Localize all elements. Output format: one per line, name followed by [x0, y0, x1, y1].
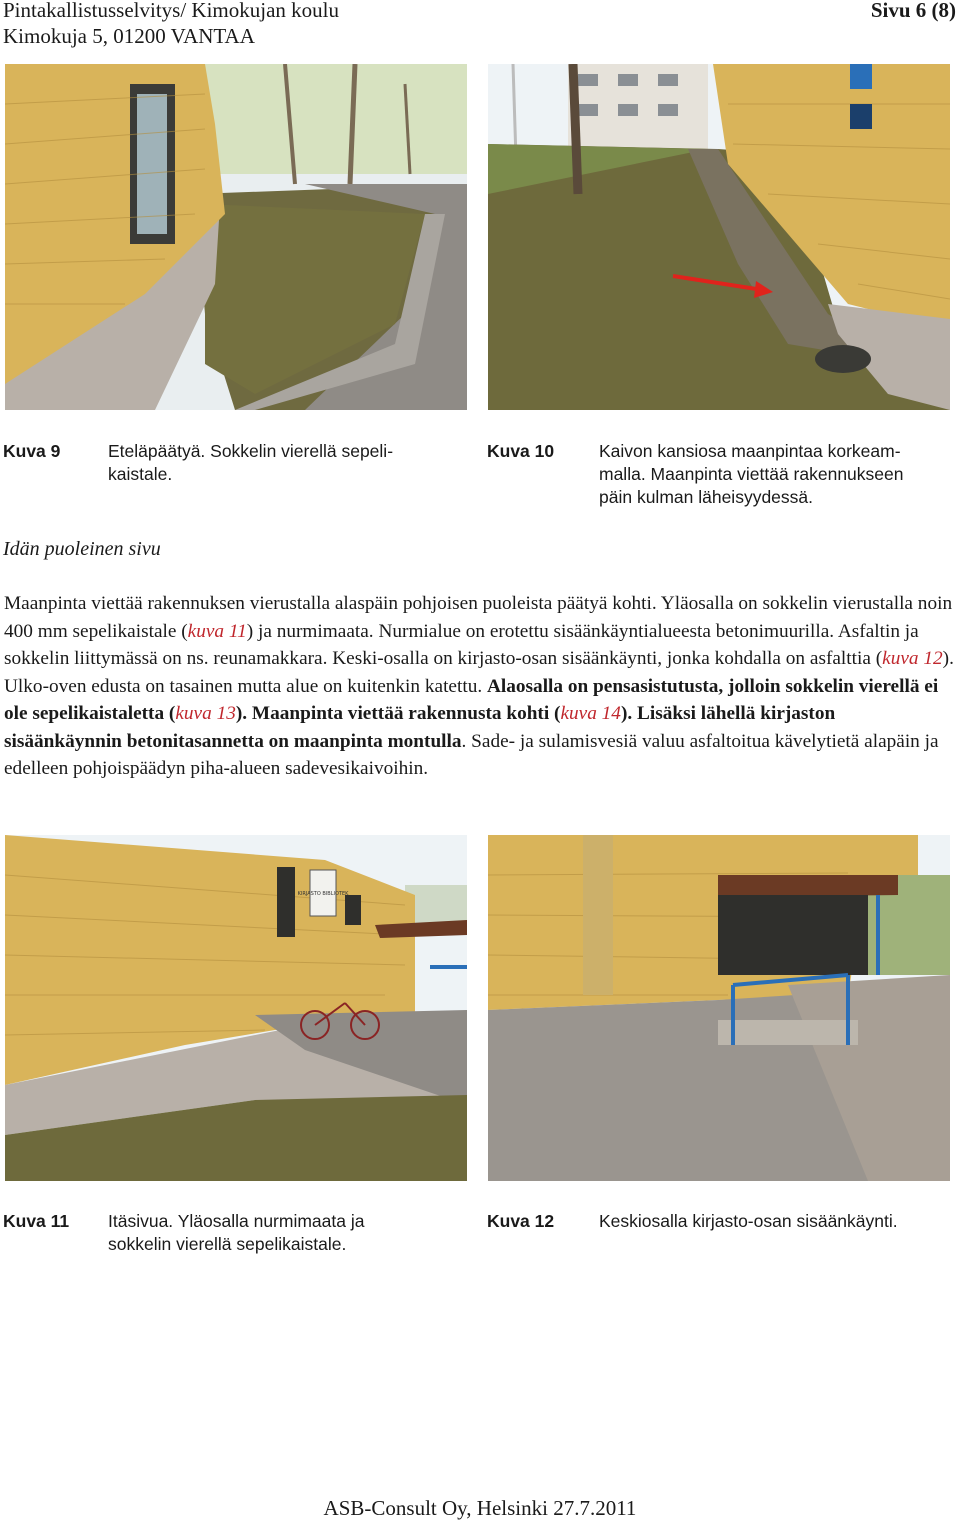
document-title: Pintakallistusselvitys/ Kimokujan koulu — [3, 0, 339, 22]
caption-label-kuva-11: Kuva 11 — [3, 1211, 70, 1231]
caption-text-kuva-9: Eteläpäätyä. Sokkelin vierellä sepeli- kaistale. — [108, 441, 394, 484]
library-sign: KIRJASTO BIBLIOTEK — [297, 891, 349, 897]
photo-kuva-11 — [5, 835, 467, 1181]
caption-label-kuva-10: Kuva 10 — [487, 441, 555, 461]
reference-kuva-11: kuva 11 — [187, 620, 247, 642]
caption-text-kuva-12: Keskiosalla kirjasto-osan sisäänkäynti. — [599, 1211, 898, 1231]
photo-kuva-12 — [488, 835, 950, 1181]
caption-label-kuva-12: Kuva 12 — [487, 1211, 555, 1231]
reference-kuva-13: kuva 13 — [175, 703, 236, 724]
caption-text-kuva-10: Kaivon kansiosa maanpintaa korkeam- malla. Maanpinta viettää rakennukseen päin kulman läheisyydessä. — [599, 441, 904, 507]
document-address: Kimokuja 5, 01200 VANTAA — [3, 24, 255, 48]
page-footer: ASB-Consult Oy, Helsinki 27.7.2011 — [323, 1496, 637, 1520]
photo-kuva-10 — [488, 64, 950, 410]
reference-kuva-12: kuva 12 — [882, 648, 943, 669]
body-paragraph: Maanpinta viettää rakennuksen vierustalla alaspäin pohjoisen puoleista päätyä kohti. Yläosalla on sokkelin vierustalla noin 400 mm sepelikaistale (kuva 11) ja nurmimaata. Nurmialue on erotettu sisäänkäyntialueesta betonimuurilla. Asfaltin ja sokkelin liittymässä on ns. reunamakkara. Keski-osalla on kirjasto-osan sisäänkäynti, jonka kohdalla on asfalttia (kuva 12). Ulko-oven edusta on tasainen mutta alue on kuitenkin katettu. Alaosalla on pensasistutusta, jolloin sokkelin vierellä ei ole sepelikaistaletta (kuva 13). Maanpinta viettää rakennusta kohti (kuva 14). Lisäksi lähellä kirjaston sisäänkäynnin betonitasannetta on maanpinta montulla. Sade- ja sulamisvesiä valuu asfaltoitua kävelytietä alapäin ja edelleen pohjoispäädyn piha-alueen sadevesikaivoihin. — [4, 593, 954, 779]
page-number: Sivu 6 (8) — [870, 0, 956, 22]
photo-kuva-9 — [5, 64, 467, 410]
caption-label-kuva-9: Kuva 9 — [3, 441, 61, 461]
reference-kuva-14: kuva 14 — [560, 703, 621, 724]
section-heading: Idän puoleinen sivu — [3, 538, 161, 560]
caption-text-kuva-11: Itäsivua. Yläosalla nurmimaata ja sokkelin vierellä sepelikaistale. — [108, 1211, 365, 1254]
